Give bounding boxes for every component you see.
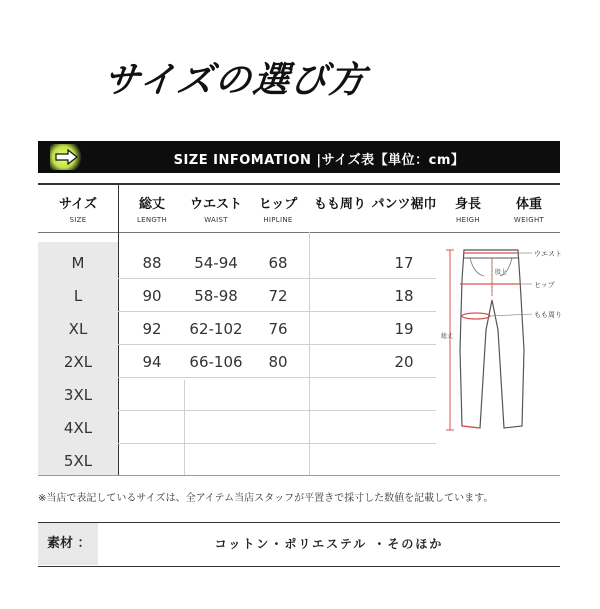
row-separator xyxy=(118,377,436,378)
size-label: 5XL xyxy=(63,452,93,470)
table-bottom-rule xyxy=(38,475,118,476)
cell-hip: 72 xyxy=(268,287,288,305)
cell-hip: 68 xyxy=(268,254,288,272)
size-label: 2XL xyxy=(63,353,93,371)
size-info-banner xyxy=(38,141,560,173)
header-length: 総丈 LENGTH xyxy=(136,197,168,224)
row-separator xyxy=(118,443,436,444)
label-rise: 股上 xyxy=(495,269,508,276)
cell-hip: 80 xyxy=(268,353,288,371)
cell-length: 88 xyxy=(142,254,162,272)
cell-length: 92 xyxy=(142,320,162,338)
cell-waist: 54-94 xyxy=(194,254,238,272)
row-separator xyxy=(118,278,436,279)
cell-hem: 19 xyxy=(394,320,414,338)
cell-waist: 66-106 xyxy=(189,353,243,371)
material-label: 素材 ： xyxy=(38,523,98,565)
cell-length: 90 xyxy=(142,287,162,305)
header-weight: 体重 WEIGHT xyxy=(513,197,545,224)
size-label: XL xyxy=(68,320,88,338)
header-hip: ヒップ HIPLINE xyxy=(258,197,298,224)
header-hem: パンツ裾巾 xyxy=(371,197,437,212)
table-top-rule xyxy=(38,183,560,185)
size-label: L xyxy=(73,287,83,305)
header-thigh: もも周り xyxy=(313,197,366,212)
column-divider xyxy=(309,232,310,475)
size-label: 3XL xyxy=(63,386,93,404)
pants-diagram-icon xyxy=(440,240,562,476)
cell-hem: 18 xyxy=(394,287,414,305)
label-length: 総丈 xyxy=(441,333,454,340)
header-bottom-rule xyxy=(38,232,560,233)
banner-text: SIZE INFOMATION |サイズ表【単位：cm】 xyxy=(173,153,465,168)
size-label: M xyxy=(71,254,85,272)
header-height: 身長 HEIGH xyxy=(454,197,481,224)
label-hip: ヒップ xyxy=(534,281,555,289)
material-value: コットン・ポリエステル ・そのほか xyxy=(214,537,444,551)
size-label: 4XL xyxy=(63,419,93,437)
cell-hem: 17 xyxy=(394,254,414,272)
measurement-note: ※当店で表記しているサイズは、全アイテム当店スタッフが平置きで採寸した数値を記載しています。 xyxy=(38,493,494,504)
cell-hip: 76 xyxy=(268,320,288,338)
cell-length: 94 xyxy=(142,353,162,371)
material-row xyxy=(38,523,560,565)
label-thigh: もも周り xyxy=(534,311,562,319)
material-bottom-rule xyxy=(38,566,560,567)
cell-waist: 62-102 xyxy=(189,320,243,338)
label-waist: ウエスト xyxy=(534,250,562,258)
row-separator xyxy=(118,410,436,411)
page-title: サイズの選び方 xyxy=(101,60,369,101)
cell-hem: 20 xyxy=(394,353,414,371)
header-waist: ウエスト WAIST xyxy=(189,197,242,224)
column-divider xyxy=(184,380,185,475)
size-column-divider xyxy=(118,183,119,476)
header-size: サイズ SIZE xyxy=(59,197,97,224)
cell-waist: 58-98 xyxy=(194,287,238,305)
row-separator xyxy=(118,311,436,312)
row-separator xyxy=(118,344,436,345)
